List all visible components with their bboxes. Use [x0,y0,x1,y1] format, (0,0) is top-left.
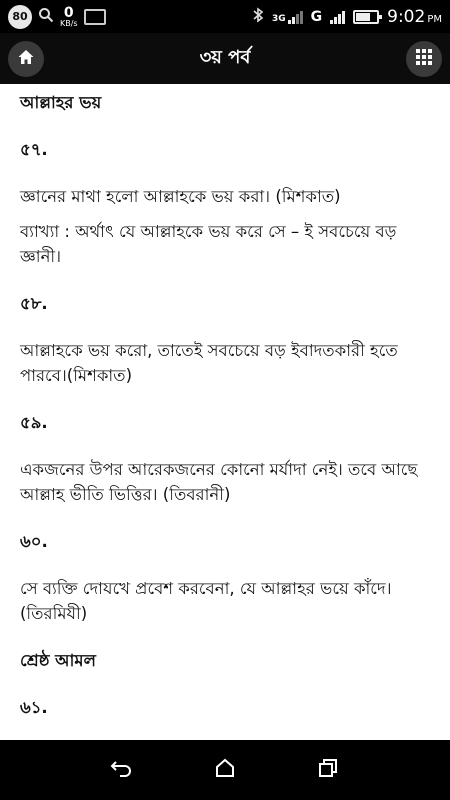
hadith-text: জ্ঞানের মাথা হলো আল্লাহকে ভয় করা। (মিশকাত) [20,187,341,206]
status-right [252,7,442,27]
hadith-explanation: ব্যাখ্যা : অর্থাৎ যে আল্লাহকে ভয় করে সে – ই সবচেয়ে বড় জ্ঞানী। [20,222,397,266]
menu-grid-button[interactable] [406,41,442,77]
section-heading: শ্রেষ্ঠ আমল [20,651,96,670]
item-number: ৬০. [20,532,48,551]
article-content[interactable] [0,84,450,740]
home-button[interactable] [8,41,44,77]
notification-badge: 80 [8,5,32,29]
back-icon [110,758,134,782]
item-number: ৫৮. [20,294,48,313]
recent-apps-icon [317,757,339,783]
system-nav-bar [0,740,450,800]
network-type-label: 3G [271,13,286,24]
mobile-signal [272,10,303,24]
signal-bars-icon [288,10,303,24]
status-bar [0,0,450,33]
app-bar [0,33,450,84]
carrier-label: G [310,8,323,25]
recent-apps-button[interactable] [308,750,348,790]
grid-icon [415,48,433,70]
status-left [8,5,106,29]
item-number: ৬১. [20,698,48,717]
home-nav-icon [214,757,236,783]
bluetooth-icon [252,7,264,26]
clock-ampm: PM [427,13,442,25]
search-icon [38,7,54,26]
battery-fill [356,13,370,21]
page-title: ৩য় পর্ব [199,47,251,68]
clock-time: 9:02 [387,6,426,27]
hadith-text: সে ব্যক্তি দোযখে প্রবেশ করবেনা, যে আল্লাহর ভয়ে কাঁদে। (তিরমিযী) [20,579,392,623]
home-nav-button[interactable] [205,750,245,790]
network-speed-unit: KB/s [60,18,78,28]
image-icon [84,9,106,25]
hadith-text: আল্লাহকে ভয় করো, তাতেই সবচেয়ে বড় ইবাদতকারী হতে পারবে।(মিশকাত) [20,341,398,385]
section-heading: আল্লাহর ভয় [20,93,102,112]
hadith-text: একজনের উপর আরেকজনের কোনো মর্যাদা নেই। তবে আছে আল্লাহ ভীতি ভিত্তির। (তিবরানী) [20,460,418,504]
back-button[interactable] [102,750,142,790]
item-number: ৫৯. [20,413,48,432]
network-speed [60,6,78,28]
item-number: ৫৭. [20,140,48,159]
home-icon [17,48,35,70]
battery-icon [353,10,379,24]
signal-bars-icon [330,10,345,24]
network-speed-value: 0 [63,4,74,21]
clock [387,7,442,27]
